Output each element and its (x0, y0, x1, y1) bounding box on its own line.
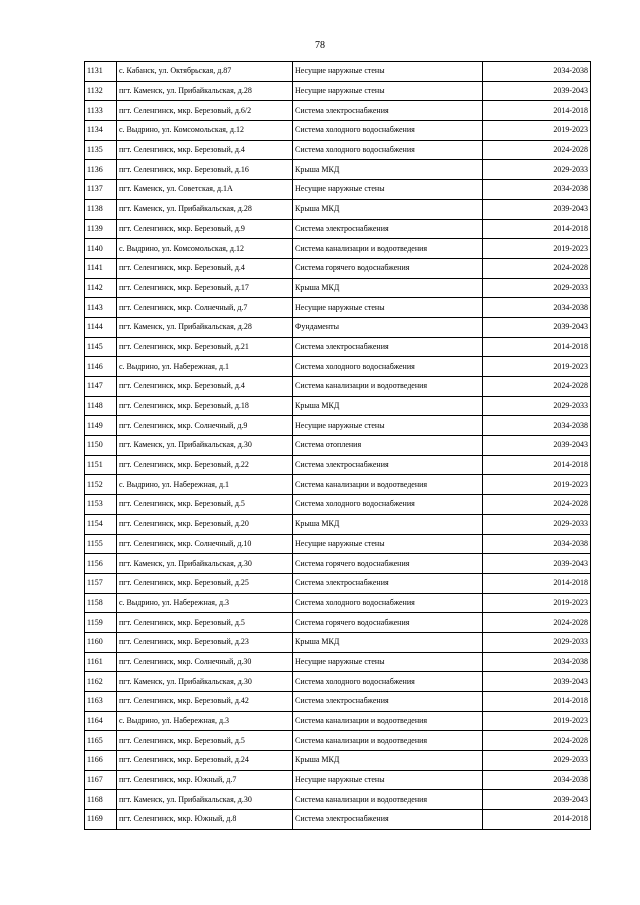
row-number-cell: 1155 (85, 534, 117, 554)
system-cell: Несущие наружные стены (293, 81, 483, 101)
address-cell: с. Выдрино, ул. Набережная, д.1 (117, 357, 293, 377)
address-cell: пгт. Каменск, ул. Прибайкальская, д.28 (117, 81, 293, 101)
row-number-cell: 1146 (85, 357, 117, 377)
period-cell: 2019-2023 (483, 357, 591, 377)
page-number: 78 (315, 40, 325, 51)
period-cell: 2014-2018 (483, 337, 591, 357)
address-cell: пгт. Селенгинск, мкр. Березовый, д.5 (117, 613, 293, 633)
table-row (85, 101, 591, 121)
period-cell: 2019-2023 (483, 711, 591, 731)
address-cell: пгт. Каменск, ул. Прибайкальская, д.30 (117, 554, 293, 574)
row-number-cell: 1156 (85, 554, 117, 574)
address-cell: пгт. Селенгинск, мкр. Солнечный, д.7 (117, 298, 293, 318)
period-cell: 2024-2028 (483, 140, 591, 160)
table-row (85, 790, 591, 810)
system-cell: Система электроснабжения (293, 101, 483, 121)
table-row (85, 731, 591, 751)
period-cell: 2034-2038 (483, 62, 591, 82)
row-number-cell: 1147 (85, 377, 117, 397)
system-cell: Система электроснабжения (293, 573, 483, 593)
system-cell: Система электроснабжения (293, 810, 483, 830)
table-row (85, 672, 591, 692)
period-cell: 2039-2043 (483, 199, 591, 219)
address-cell: пгт. Каменск, ул. Прибайкальская, д.28 (117, 199, 293, 219)
table-row (85, 278, 591, 298)
address-cell: пгт. Селенгинск, мкр. Березовый, д.4 (117, 377, 293, 397)
row-number-cell: 1132 (85, 81, 117, 101)
period-cell: 2039-2043 (483, 672, 591, 692)
system-cell: Несущие наружные стены (293, 652, 483, 672)
period-cell: 2029-2033 (483, 514, 591, 534)
address-cell: пгт. Каменск, ул. Прибайкальская, д.30 (117, 672, 293, 692)
row-number-cell: 1168 (85, 790, 117, 810)
address-cell: пгт. Каменск, ул. Прибайкальская, д.30 (117, 790, 293, 810)
row-number-cell: 1140 (85, 239, 117, 259)
system-cell: Система электроснабжения (293, 692, 483, 712)
period-cell: 2019-2023 (483, 593, 591, 613)
table-row (85, 239, 591, 259)
period-cell: 2019-2023 (483, 475, 591, 495)
table-row (85, 180, 591, 200)
row-number-cell: 1153 (85, 495, 117, 515)
table-row (85, 554, 591, 574)
system-cell: Крыша МКД (293, 199, 483, 219)
address-cell: пгт. Селенгинск, мкр. Березовый, д.18 (117, 396, 293, 416)
system-cell: Система канализации и водоотведения (293, 711, 483, 731)
table-row (85, 692, 591, 712)
table-row (85, 495, 591, 515)
table-row (85, 613, 591, 633)
row-number-cell: 1150 (85, 436, 117, 456)
table-row (85, 121, 591, 141)
row-number-cell: 1161 (85, 652, 117, 672)
period-cell: 2014-2018 (483, 810, 591, 830)
period-cell: 2039-2043 (483, 790, 591, 810)
address-cell: пгт. Селенгинск, мкр. Березовый, д.22 (117, 455, 293, 475)
address-cell: с. Выдрино, ул. Комсомольская, д.12 (117, 121, 293, 141)
address-cell: пгт. Каменск, ул. Прибайкальская, д.30 (117, 436, 293, 456)
address-cell: пгт. Селенгинск, мкр. Солнечный, д.30 (117, 652, 293, 672)
table-row (85, 160, 591, 180)
system-cell: Система холодного водоснабжения (293, 121, 483, 141)
table-row (85, 258, 591, 278)
table-row (85, 514, 591, 534)
address-cell: пгт. Селенгинск, мкр. Березовый, д.21 (117, 337, 293, 357)
table-row (85, 455, 591, 475)
system-cell: Система электроснабжения (293, 455, 483, 475)
row-number-cell: 1163 (85, 692, 117, 712)
row-number-cell: 1164 (85, 711, 117, 731)
row-number-cell: 1160 (85, 632, 117, 652)
row-number-cell: 1154 (85, 514, 117, 534)
system-cell: Система горячего водоснабжения (293, 554, 483, 574)
system-cell: Система канализации и водоотведения (293, 377, 483, 397)
system-cell: Система электроснабжения (293, 337, 483, 357)
row-number-cell: 1137 (85, 180, 117, 200)
row-number-cell: 1152 (85, 475, 117, 495)
address-cell: пгт. Селенгинск, мкр. Солнечный, д.9 (117, 416, 293, 436)
row-number-cell: 1145 (85, 337, 117, 357)
period-cell: 2034-2038 (483, 416, 591, 436)
address-cell: пгт. Селенгинск, мкр. Южный, д.7 (117, 770, 293, 790)
system-cell: Крыша МКД (293, 396, 483, 416)
period-cell: 2024-2028 (483, 613, 591, 633)
period-cell: 2034-2038 (483, 298, 591, 318)
system-cell: Система холодного водоснабжения (293, 495, 483, 515)
system-cell: Система отопления (293, 436, 483, 456)
table-row (85, 534, 591, 554)
period-cell: 2014-2018 (483, 573, 591, 593)
row-number-cell: 1157 (85, 573, 117, 593)
address-cell: с. Выдрино, ул. Набережная, д.3 (117, 711, 293, 731)
table-row (85, 396, 591, 416)
table-row (85, 337, 591, 357)
period-cell: 2039-2043 (483, 554, 591, 574)
address-cell: с. Выдрино, ул. Набережная, д.1 (117, 475, 293, 495)
row-number-cell: 1162 (85, 672, 117, 692)
table-row (85, 416, 591, 436)
period-cell: 2014-2018 (483, 692, 591, 712)
period-cell: 2039-2043 (483, 317, 591, 337)
row-number-cell: 1166 (85, 751, 117, 771)
row-number-cell: 1149 (85, 416, 117, 436)
system-cell: Система канализации и водоотведения (293, 475, 483, 495)
system-cell: Крыша МКД (293, 160, 483, 180)
address-cell: пгт. Селенгинск, мкр. Южный, д.8 (117, 810, 293, 830)
system-cell: Система горячего водоснабжения (293, 613, 483, 633)
period-cell: 2014-2018 (483, 455, 591, 475)
period-cell: 2014-2018 (483, 219, 591, 239)
row-number-cell: 1141 (85, 258, 117, 278)
address-cell: пгт. Селенгинск, мкр. Березовый, д.23 (117, 632, 293, 652)
period-cell: 2024-2028 (483, 495, 591, 515)
table-body (85, 62, 591, 830)
table-row (85, 770, 591, 790)
table-row (85, 436, 591, 456)
period-cell: 2029-2033 (483, 278, 591, 298)
system-cell: Система холодного водоснабжения (293, 593, 483, 613)
system-cell: Несущие наружные стены (293, 416, 483, 436)
system-cell: Крыша МКД (293, 278, 483, 298)
period-cell: 2039-2043 (483, 436, 591, 456)
system-cell: Крыша МКД (293, 514, 483, 534)
row-number-cell: 1143 (85, 298, 117, 318)
table-row (85, 632, 591, 652)
system-cell: Система холодного водоснабжения (293, 357, 483, 377)
period-cell: 2039-2043 (483, 81, 591, 101)
address-cell: пгт. Селенгинск, мкр. Березовый, д.5 (117, 731, 293, 751)
address-cell: пгт. Селенгинск, мкр. Березовый, д.42 (117, 692, 293, 712)
system-cell: Крыша МКД (293, 751, 483, 771)
system-cell: Крыша МКД (293, 632, 483, 652)
row-number-cell: 1169 (85, 810, 117, 830)
address-cell: пгт. Селенгинск, мкр. Березовый, д.4 (117, 258, 293, 278)
address-cell: пгт. Селенгинск, мкр. Солнечный, д.10 (117, 534, 293, 554)
table-row (85, 475, 591, 495)
period-cell: 2034-2038 (483, 770, 591, 790)
system-cell: Система электроснабжения (293, 219, 483, 239)
address-cell: пгт. Каменск, ул. Прибайкальская, д.28 (117, 317, 293, 337)
system-cell: Система холодного водоснабжения (293, 672, 483, 692)
system-cell: Система горячего водоснабжения (293, 258, 483, 278)
row-number-cell: 1144 (85, 317, 117, 337)
table-row (85, 140, 591, 160)
system-cell: Система канализации и водоотведения (293, 731, 483, 751)
period-cell: 2029-2033 (483, 396, 591, 416)
address-cell: пгт. Селенгинск, мкр. Березовый, д.5 (117, 495, 293, 515)
table-row (85, 317, 591, 337)
table-row (85, 219, 591, 239)
table-row (85, 81, 591, 101)
period-cell: 2034-2038 (483, 180, 591, 200)
system-cell: Несущие наружные стены (293, 534, 483, 554)
row-number-cell: 1142 (85, 278, 117, 298)
system-cell: Система канализации и водоотведения (293, 239, 483, 259)
address-cell: пгт. Селенгинск, мкр. Березовый, д.25 (117, 573, 293, 593)
table-row (85, 652, 591, 672)
repair-schedule-table (84, 61, 591, 830)
row-number-cell: 1134 (85, 121, 117, 141)
system-cell: Система канализации и водоотведения (293, 790, 483, 810)
table-row (85, 711, 591, 731)
table-row (85, 298, 591, 318)
row-number-cell: 1158 (85, 593, 117, 613)
period-cell: 2014-2018 (483, 101, 591, 121)
row-number-cell: 1136 (85, 160, 117, 180)
row-number-cell: 1135 (85, 140, 117, 160)
row-number-cell: 1165 (85, 731, 117, 751)
table-row (85, 810, 591, 830)
address-cell: с. Выдрино, ул. Комсомольская, д.12 (117, 239, 293, 259)
period-cell: 2019-2023 (483, 121, 591, 141)
period-cell: 2034-2038 (483, 652, 591, 672)
row-number-cell: 1151 (85, 455, 117, 475)
row-number-cell: 1139 (85, 219, 117, 239)
table-row (85, 377, 591, 397)
period-cell: 2024-2028 (483, 377, 591, 397)
address-cell: пгт. Каменск, ул. Советская, д.1А (117, 180, 293, 200)
address-cell: пгт. Селенгинск, мкр. Березовый, д.6/2 (117, 101, 293, 121)
system-cell: Несущие наружные стены (293, 770, 483, 790)
address-cell: с. Кабанск, ул. Октябрьская, д.87 (117, 62, 293, 82)
row-number-cell: 1131 (85, 62, 117, 82)
system-cell: Несущие наружные стены (293, 298, 483, 318)
row-number-cell: 1167 (85, 770, 117, 790)
table-row (85, 593, 591, 613)
table-row (85, 357, 591, 377)
address-cell: пгт. Селенгинск, мкр. Березовый, д.4 (117, 140, 293, 160)
period-cell: 2029-2033 (483, 751, 591, 771)
period-cell: 2029-2033 (483, 632, 591, 652)
table-row (85, 573, 591, 593)
address-cell: пгт. Селенгинск, мкр. Березовый, д.17 (117, 278, 293, 298)
row-number-cell: 1148 (85, 396, 117, 416)
address-cell: пгт. Селенгинск, мкр. Березовый, д.16 (117, 160, 293, 180)
table-row (85, 199, 591, 219)
period-cell: 2019-2023 (483, 239, 591, 259)
period-cell: 2034-2038 (483, 534, 591, 554)
row-number-cell: 1138 (85, 199, 117, 219)
system-cell: Система холодного водоснабжения (293, 140, 483, 160)
system-cell: Фундаменты (293, 317, 483, 337)
address-cell: пгт. Селенгинск, мкр. Березовый, д.24 (117, 751, 293, 771)
period-cell: 2024-2028 (483, 258, 591, 278)
system-cell: Несущие наружные стены (293, 180, 483, 200)
row-number-cell: 1133 (85, 101, 117, 121)
table-row (85, 751, 591, 771)
table-row (85, 62, 591, 82)
system-cell: Несущие наружные стены (293, 62, 483, 82)
period-cell: 2024-2028 (483, 731, 591, 751)
period-cell: 2029-2033 (483, 160, 591, 180)
address-cell: с. Выдрино, ул. Набережная, д.3 (117, 593, 293, 613)
address-cell: пгт. Селенгинск, мкр. Березовый, д.20 (117, 514, 293, 534)
address-cell: пгт. Селенгинск, мкр. Березовый, д.9 (117, 219, 293, 239)
row-number-cell: 1159 (85, 613, 117, 633)
